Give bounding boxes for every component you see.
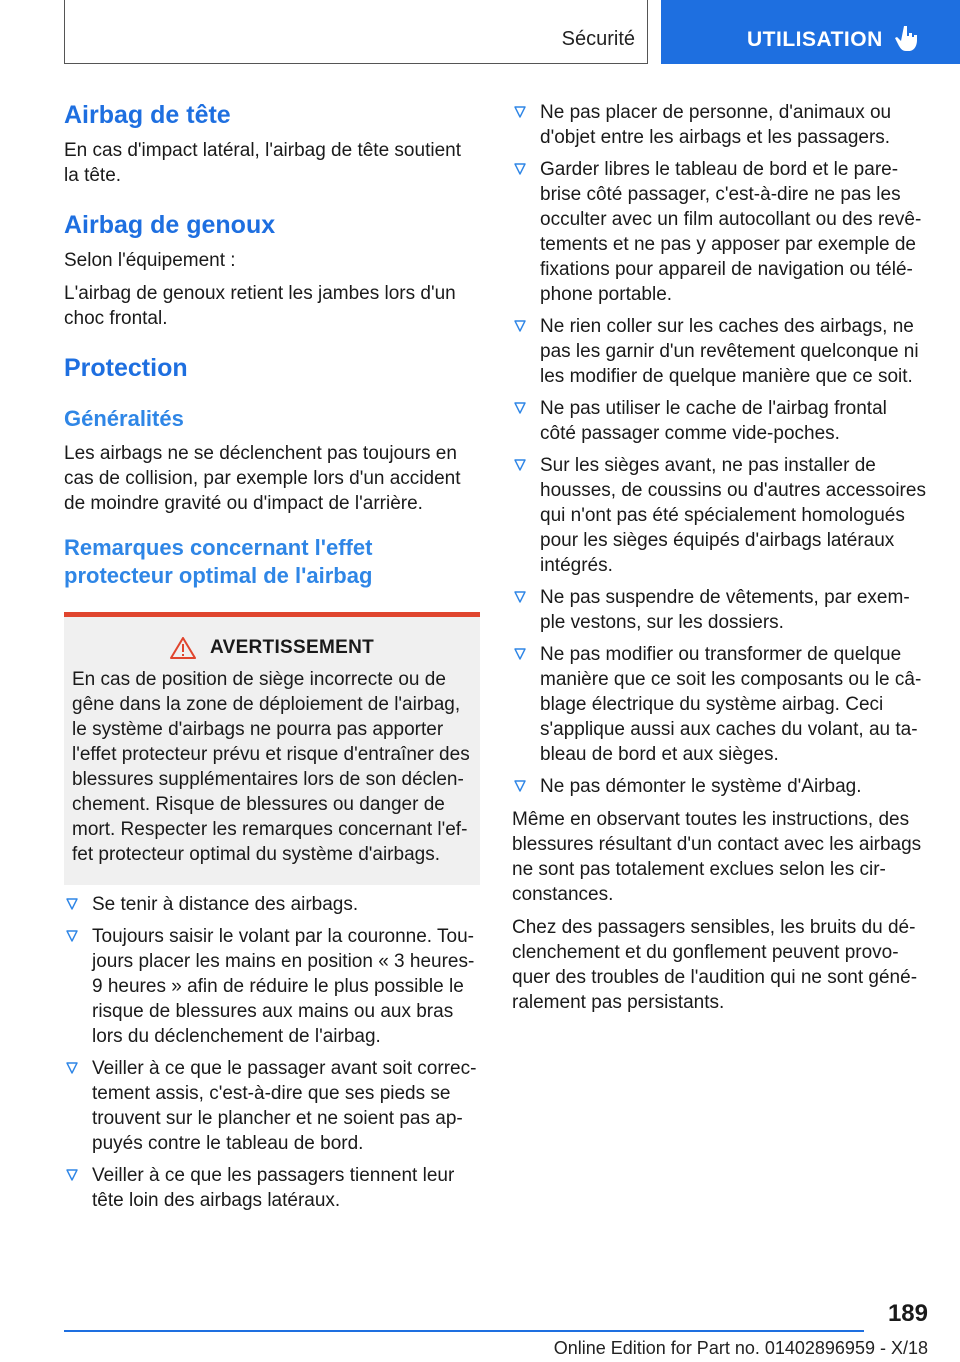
triangle-bullet-icon — [514, 648, 526, 660]
heading-protection: Protection — [64, 354, 188, 382]
chapter-tab[interactable] — [661, 0, 960, 64]
list-item: Ne pas utiliser le cache de l'airbag frontal côté passager comme vide-poches. — [512, 396, 926, 446]
list-item: Veiller à ce que les passagers tiennent leur tête loin des airbags latéraux. — [64, 1163, 480, 1213]
list-item: Ne pas placer de personne, d'animaux ou d'objet entre les airbags et les passagers. — [512, 100, 926, 150]
heading-airbag-genoux: Airbag de genoux — [64, 211, 276, 239]
chapter-label: UTILISATION — [747, 28, 883, 51]
left-bullet-list — [64, 892, 480, 1213]
triangle-bullet-icon — [514, 402, 526, 414]
heading-generalites: Généralités — [64, 406, 184, 431]
warning-triangle-icon — [170, 637, 196, 659]
paragraph-generalites: Les airbags ne se déclenchent pas toujours en cas de collision, par exemple lors d'un accident de moindre gravité ou d'impact de l'arrière. — [64, 443, 461, 514]
warning-text: En cas de position de siège incorrecte ou de gêne dans la zone de déploiement de l'airbag, le système d'airbags ne pourra pas apporter l'effet protecteur prévu et risque d'entraîner des blessures supplémentaires lors de son déclenchement. Risque de blessures ou danger de mort. Respecter les remarques concernant l'effet protecteur optimal du système d'airbags. — [72, 669, 470, 865]
right-bullet-list — [512, 100, 926, 799]
list-item: Sur les sièges avant, ne pas installer de housses, de coussins ou d'autres accessoires qui n'ont pas été spécialement homologués pour les sièges équipés d'airbags latéraux intégrés. — [512, 453, 926, 578]
triangle-bullet-icon — [514, 459, 526, 471]
triangle-bullet-icon — [66, 930, 78, 942]
list-item: Toujours saisir le volant par la couronne. Toujours placer les mains en position « 3 heures-9 heures » afin de réduire le plus possible le risque de blessures aux mains ou aux bras lors du déclenchement de l'airbag. — [64, 924, 480, 1049]
paragraph-airbag-genoux: L'airbag de genoux retient les jambes lors d'un choc frontal. — [64, 283, 456, 329]
right-column — [512, 100, 926, 1015]
paragraph-selon-equipement: Selon l'équipement : — [64, 250, 236, 271]
triangle-bullet-icon — [514, 106, 526, 118]
warning-title: AVERTISSEMENT — [209, 637, 374, 658]
triangle-bullet-icon — [514, 163, 526, 175]
list-item: Ne pas démonter le système d'Airbag. — [512, 774, 926, 799]
triangle-bullet-icon — [66, 1062, 78, 1074]
left-column — [64, 100, 480, 1213]
footer-divider — [64, 1330, 864, 1332]
heading-remarques: Remarques concernant l'effet protecteur optimal de l'airbag — [64, 535, 373, 588]
triangle-bullet-icon — [66, 898, 78, 910]
paragraph-passagers-sensibles: Chez des passagers sensibles, les bruits du déclenchement et du gonflement peuvent provoquer des troubles de l'audition qui ne sont généralement pas persistants. — [512, 917, 918, 1013]
list-item: Ne rien coller sur les caches des airbags, ne pas les garnir d'un revêtement quelconque ni les modifier de quelque manière que ce soit. — [512, 314, 926, 389]
hand-pointer-icon — [895, 24, 921, 54]
heading-airbag-tete: Airbag de tête — [64, 101, 231, 129]
list-item: Ne pas suspendre de vêtements, par exemple vestons, sur les dossiers. — [512, 585, 926, 635]
triangle-bullet-icon — [514, 780, 526, 792]
list-item: Se tenir à distance des airbags. — [64, 892, 480, 917]
header-section-box — [64, 0, 648, 64]
paragraph-airbag-tete: En cas d'impact latéral, l'airbag de tête soutient la tête. — [64, 140, 461, 186]
triangle-bullet-icon — [514, 320, 526, 332]
triangle-bullet-icon — [66, 1169, 78, 1181]
list-item: Ne pas modifier ou transformer de quelque manière que ce soit les composants ou le câblage électrique du système airbag. Ceci s'applique aussi aux caches du volant, au tableau de bord et aux sièges. — [512, 642, 926, 767]
section-label: Sécurité — [561, 28, 635, 50]
page-number: 189 — [887, 1300, 928, 1327]
list-item: Veiller à ce que le passager avant soit correctement assis, c'est-à-dire que ses pieds se trouvent sur le plancher et ne soient pas appuyés contre le tableau de bord. — [64, 1056, 480, 1156]
warning-header — [72, 637, 472, 659]
warning-box — [64, 612, 480, 885]
triangle-bullet-icon — [514, 591, 526, 603]
paragraph-instructions: Même en observant toutes les instructions, des blessures résultant d'un contact avec les airbags ne sont pas totalement exclues selon les circonstances. — [512, 809, 922, 905]
list-item: Garder libres le tableau de bord et le pare-brise côté passager, c'est-à-dire ne pas les occulter avec un film autocollant ou des revêtements et ne pas y apposer par exemple de fixations pour appareil de navigation ou téléphone portable. — [512, 157, 926, 307]
edition-footer: Online Edition for Part no. 01402896959 - X/18 — [553, 1338, 928, 1358]
